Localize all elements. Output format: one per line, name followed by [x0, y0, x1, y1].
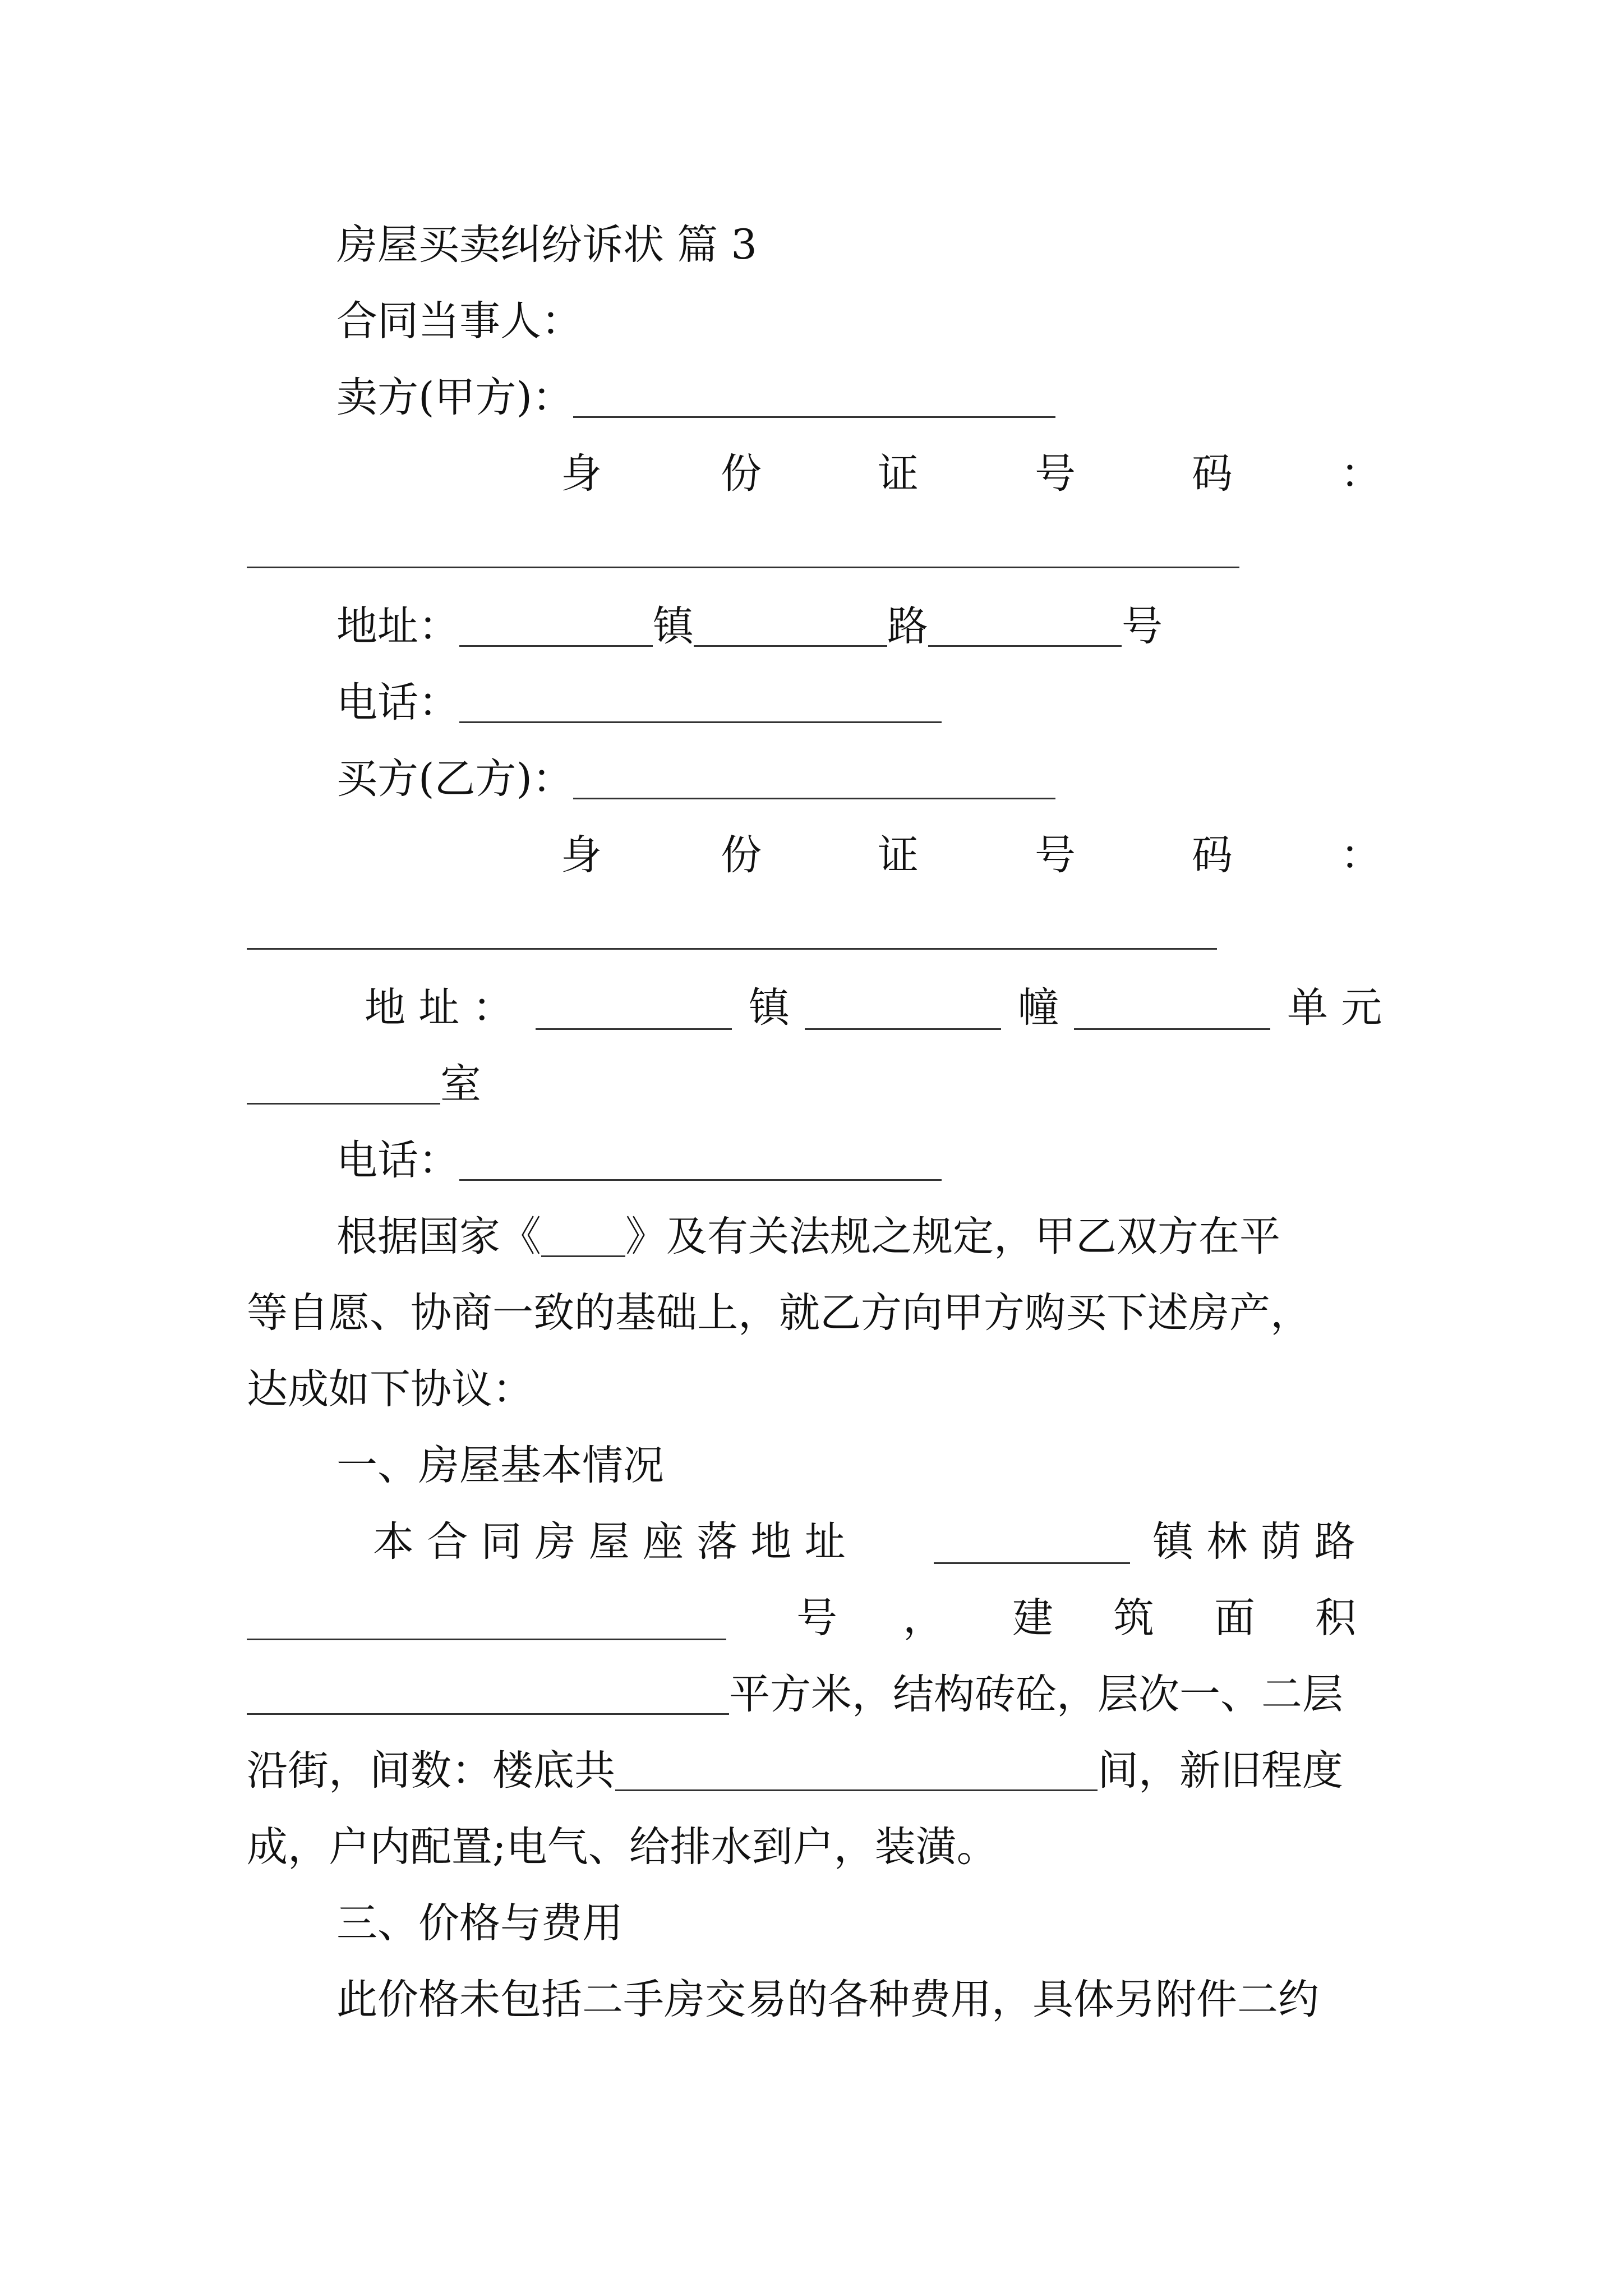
- title-main: 房屋买卖纠纷诉状: [336, 221, 664, 269]
- seller-address-label: 地址：: [336, 602, 459, 650]
- section-3-heading: 三、价格与费用: [336, 1899, 623, 1947]
- seller-label: 卖方(甲方)：: [336, 374, 573, 421]
- seller-id-char: 份: [721, 450, 762, 498]
- buyer-town-text: 镇: [749, 984, 790, 1032]
- buyer-unit-blank: [1074, 1028, 1270, 1030]
- section-1-house-number-blank: [247, 1639, 726, 1640]
- seller-phone-label: 电话：: [336, 679, 459, 726]
- preamble-text: 根据国家《: [336, 1213, 541, 1260]
- section-1-text: 平方米，结构砖砼，层次一、二层: [729, 1671, 1343, 1718]
- seller-id-char: 码: [1192, 450, 1233, 498]
- buyer-id-char: 码: [1192, 831, 1233, 879]
- section-1-area-char: 面: [1214, 1594, 1255, 1642]
- preamble-line-3: 达成如下协议：: [247, 1365, 533, 1413]
- section-1-text: 间，新旧程度: [1098, 1747, 1343, 1795]
- seller-id-char: 身: [561, 450, 602, 498]
- section-1-road-text: 镇 林 荫 路: [1152, 1518, 1355, 1566]
- document-title: [336, 221, 757, 269]
- buyer-id-colon: ：: [1340, 831, 1381, 879]
- buyer-town-blank: [536, 1028, 732, 1030]
- seller-id-blank: [247, 567, 1239, 568]
- section-1-area-char: 筑: [1113, 1594, 1154, 1642]
- buyer-id-char: 号: [1035, 831, 1076, 879]
- preamble-text: 》及有关法规之规定，甲乙双方在平: [625, 1213, 1280, 1260]
- section-1-text: 沿街，间数：楼底共: [247, 1747, 615, 1795]
- buyer-room-line: [247, 1060, 481, 1108]
- seller-phone-blank: [459, 682, 942, 723]
- section-1-number-text: 号: [796, 1594, 837, 1642]
- section-1-location-text: 本 合 同 房 屋 座 落 地 址: [373, 1518, 846, 1566]
- section-1-area-char: 建: [1012, 1594, 1053, 1642]
- seller-address-line: [336, 602, 1163, 650]
- seller-town-text: 镇: [653, 602, 694, 650]
- buyer-id-blank: [247, 948, 1217, 950]
- section-1-area-blank: [247, 1674, 729, 1715]
- section-1-comma: ，: [903, 1594, 944, 1642]
- section-1-heading: 一、房屋基本情况: [336, 1442, 664, 1489]
- parties-heading: 合同当事人：: [336, 297, 582, 345]
- section-3-line-1: 此价格未包括二手房交易的各种费用，具体另附件二约: [336, 1976, 1319, 2023]
- buyer-unit-text: 单 元: [1287, 984, 1382, 1032]
- buyer-room-text: 室: [440, 1060, 481, 1108]
- buyer-line: [336, 755, 1055, 803]
- section-1-line-3: [247, 1671, 1343, 1718]
- section-1-line-4: [247, 1747, 1343, 1795]
- section-1-line-5: 成，户内配置;电气、给排水到户，装潢。: [247, 1823, 998, 1871]
- seller-phone-line: [336, 679, 942, 726]
- seller-id-char: 证: [878, 450, 919, 498]
- buyer-building-text: 幢: [1018, 984, 1059, 1032]
- buyer-building-blank: [805, 1028, 1001, 1030]
- buyer-id-char: 份: [721, 831, 762, 879]
- seller-number-text: 号: [1122, 602, 1163, 650]
- preamble-line-1: [336, 1213, 1280, 1260]
- buyer-phone-line: [336, 1137, 942, 1184]
- seller-id-colon: ：: [1340, 450, 1381, 498]
- buyer-id-char: 身: [561, 831, 602, 879]
- seller-town-blank: [459, 606, 653, 647]
- buyer-label: 买方(乙方)：: [336, 755, 573, 803]
- buyer-room-blank: [247, 1064, 440, 1105]
- buyer-address-label: 地 址 ：: [365, 984, 514, 1032]
- seller-name-blank: [573, 377, 1055, 418]
- buyer-name-blank: [573, 758, 1055, 799]
- section-1-area-char: 积: [1315, 1594, 1356, 1642]
- preamble-line-2: 等自愿、协商一致的基础上，就乙方向甲方购买下述房产，: [247, 1289, 1311, 1337]
- buyer-phone-blank: [459, 1140, 942, 1181]
- seller-id-char: 号: [1035, 450, 1076, 498]
- section-1-town-blank: [934, 1562, 1130, 1564]
- buyer-id-char: 证: [878, 831, 919, 879]
- seller-road-text: 路: [887, 602, 928, 650]
- seller-road-blank: [694, 606, 887, 647]
- buyer-phone-label: 电话：: [336, 1137, 459, 1184]
- seller-line: [336, 374, 1055, 421]
- law-name-blank: [541, 1216, 625, 1257]
- section-1-rooms-blank: [615, 1750, 1098, 1791]
- seller-number-blank: [928, 606, 1122, 647]
- title-section: 篇 3: [677, 221, 757, 269]
